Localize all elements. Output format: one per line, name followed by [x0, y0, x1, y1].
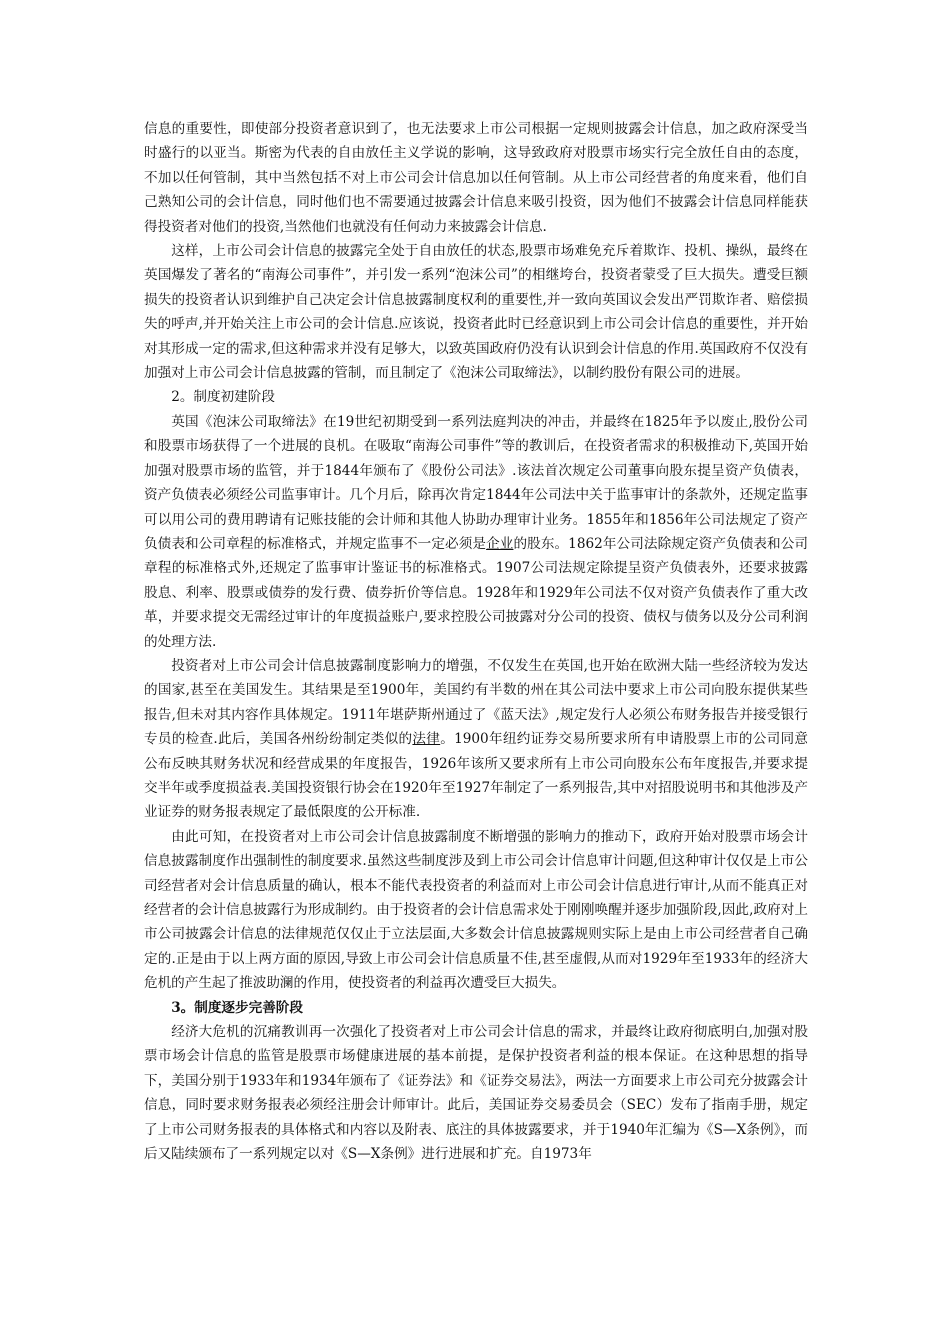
- paragraph-3-text-a: 英国《泡沫公司取缔法》在19世纪初期受到一系列法庭判决的冲击，并最终在1825年予以废止,股份公司和股票市场获得了一个进展的良机。在吸取“南海公司事件”等的教训后，在投资者需求的积极推动下,英国开始加强对股票市场的监管，并于1844年颁布了《股份公司法》.该法首次规定公司董事向股东提呈资产负债表，资产负债表必须经公司监事审计。几个月后，除再次肯定1844年公司法中关于监事审计的条款外，还规定监事可以用公司的费用聘请有记账技能的会计师和其他人协助办理审计业务。1855年和1856年公司法规定了资产负债表和公司章程的标准格式，并规定监事不一定必须是: [144, 413, 808, 552]
- document-page: [144, 117, 808, 1166]
- paragraph-6: 经济大危机的沉痛教训再一次强化了投资者对上市公司会计信息的需求，并最终让政府彻底明白,加强对股票市场会计信息的监管是股票市场健康进展的基本前提，是保护投资者利益的根本保证。在这种思想的指导下，美国分别于1933年和1934年颁布了《证券法》和《证券交易法》，两法一方面要求上市公司充分披露会计信息，同时要求财务报表必须经注册会计师审计。此后，美国证券交易委员会（SEC）发布了指南手册，规定了上市公司财务报表的具体格式和内容以及附表、底注的具体披露要求，并于1940年汇编为《S—X条例》，而后又陆续颁布了一系列规定以对《S—X条例》进行进展和扩充。自1973年: [144, 1024, 808, 1163]
- section-heading-3: 3。制度逐步完善阶段: [171, 999, 303, 1016]
- paragraph-4: [144, 654, 808, 825]
- paragraph-4-text-b: 。1900年纽约证券交易所要求所有申请股票上市的公司同意公布反映其财务状况和经营成果的年度报告，1926年该所又要求所有上市公司向股东公布年度报告,并要求提交半年或季度损益表.美国投资银行协会在1920年至1927年制定了一系列报告,其中对招股说明书和其他涉及产业证券的财务报表规定了最低限度的公开标准.: [144, 731, 809, 821]
- link-enterprise[interactable]: 企业: [486, 535, 514, 552]
- link-law[interactable]: 法律: [412, 731, 441, 748]
- paragraph-1: 信息的重要性，即使部分投资者意识到了，也无法要求上市公司根据一定规则披露会计信息，加之政府深受当时盛行的以亚当。斯密为代表的自由放任主义学说的影响，这导致政府对股票市场实行完全放任自由的态度，不加以任何管制，其中当然包括不对上市公司会计信息加以任何管制。从上市公司经营者的角度来看，他们自己熟知公司的会计信息，同时他们也不需要通过披露会计信息来吸引投资，因为他们不披露会计信息同样能获得投资者对他们的投资,当然他们也就没有任何动力来披露会计信息.: [144, 121, 808, 235]
- paragraph-5: 由此可知，在投资者对上市公司会计信息披露制度不断增强的影响力的推动下，政府开始对股票市场会计信息披露制度作出强制性的制度要求.虽然这些制度涉及到上市公司会计信息审计问题,但这种审计仅仅是上市公司经营者对会计信息质量的确认，根本不能代表投资者的利益而对上市公司会计信息进行审计,从而不能真正对经营者的会计信息披露行为形成制约。由于投资者的会计信息需求处于刚刚唤醒并逐步加强阶段,因此,政府对上市公司披露会计信息的法律规范仅仅止于立法层面,大多数会计信息披露规则实际上是由上市公司经营者自己确定的.正是由于以上两方面的原因,导致上市公司会计信息质量不佳,甚至虚假,从而对1929年至1933年的经济大危机的产生起了推波助澜的作用，使投资者的利益再次遭受巨大损失。: [144, 828, 808, 992]
- paragraph-4-text-a: 投资者对上市公司会计信息披露制度影响力的增强，不仅发生在英国,也开始在欧洲大陆一些经济较为发达的国家,甚至在美国发生。其结果是至1900年，美国约有半数的州在其公司法中要求上市公司向股东提供某些报告,但未对其内容作具体规定。1911年堪萨斯州通过了《蓝天法》,规定发行人必须公布财务报告并接受银行专员的检查.此后，美国各州纷纷制定类似的: [144, 657, 808, 748]
- section-heading-2: 2。制度初建阶段: [171, 389, 275, 406]
- paragraph-2: 这样，上市公司会计信息的披露完全处于自由放任的状态,股票市场难免充斥着欺诈、投机、操纵，最终在英国爆发了著名的“南海公司事件”，并引发一系列“泡沫公司”的相继垮台，投资者蒙受了巨大损失。遭受巨额损失的投资者认识到维护自己决定会计信息披露制度权利的重要性,并一致向英国议会发出严罚欺诈者、赔偿损失的呼声,并开始关注上市公司的会计信息.应该说，投资者此时已经意识到上市公司会计信息的重要性，并开始对其形成一定的需求,但这种需求并没有足够大，以致英国政府仍没有认识到会计信息的作用.英国政府不仅没有加强对上市公司会计信息披露的管制，而且制定了《泡沫公司取缔法》，以制约股份有限公司的进展。: [144, 243, 808, 382]
- paragraph-3: [144, 410, 808, 654]
- paragraph-3-text-b: 的股东。1862年公司法除规定资产负债表和公司章程的标准格式外,还规定了监事审计鉴证书的标准格式。1907公司法规定除提呈资产负债表外，还要求披露股息、利率、股票或债券的发行费、债券折价等信息。1928年和1929年公司法不仅对资产负债表作了重大改革，并要求提交无需经过审计的年度损益账户,要求控股公司披露对分公司的投资、债权与债务以及分公司利润的处理方法.: [144, 535, 809, 650]
